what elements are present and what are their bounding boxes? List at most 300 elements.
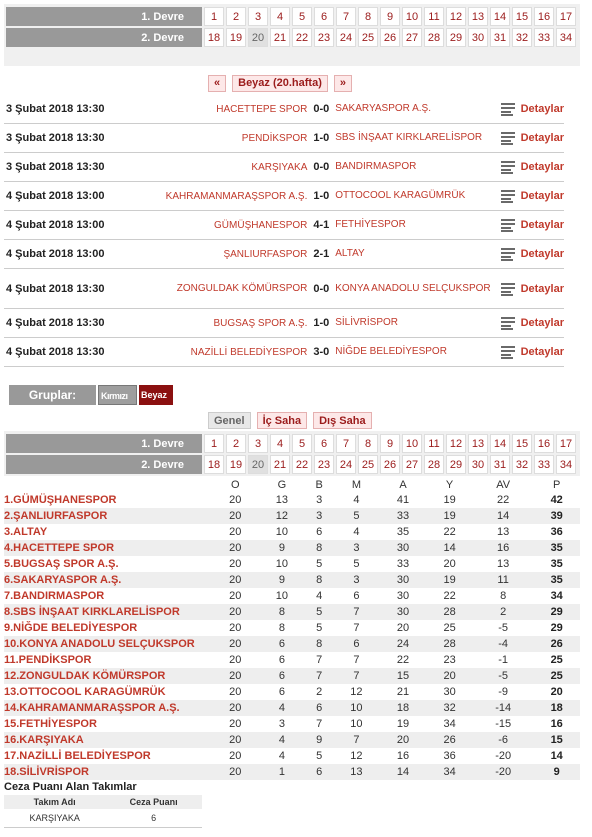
drawn-cell: 5 [316, 558, 323, 570]
played-cell: 20 [212, 764, 259, 780]
away-team-link[interactable]: BANDIRMASPOR [335, 161, 417, 172]
goals-against-cell: 22 [443, 526, 456, 538]
team-name-header: Takım Adı [4, 795, 105, 809]
week-link[interactable]: 33 [534, 28, 554, 47]
lost-cell: 10 [350, 718, 363, 730]
details-label: Detaylar [520, 219, 564, 231]
fixture-score: 0-0 [313, 103, 330, 115]
goals-against-cell: 36 [443, 750, 456, 762]
home-team-link[interactable]: ŞANLIURFASPOR [223, 248, 308, 260]
goal-diff-cell: 16 [473, 540, 534, 556]
away-team-link[interactable]: KONYA ANADOLU SELÇUKSPOR [335, 282, 491, 294]
goals-against-cell: 34 [443, 718, 456, 730]
goals-against-cell: 25 [443, 622, 456, 634]
away-team-link[interactable]: ALTAY [335, 248, 365, 259]
penalty-points-header: Ceza Puanı [105, 795, 202, 809]
week-link[interactable]: 19 [226, 455, 246, 474]
drawn-cell: 6 [305, 764, 333, 780]
week-link[interactable]: 15 [512, 434, 532, 453]
goals-against-cell: 32 [426, 700, 473, 716]
week-link[interactable]: 25 [358, 455, 378, 474]
details-link[interactable] [494, 218, 564, 232]
fixture-date: 4 Şubat 2018 13:30 [6, 282, 105, 295]
fixture-score: 1-0 [313, 132, 330, 144]
team-link[interactable]: 5.BUGSAŞ SPOR A.Ş. [4, 558, 119, 570]
standings-row [4, 492, 580, 508]
goals-for-cell: 24 [380, 636, 427, 652]
week-link[interactable]: 16 [534, 7, 554, 26]
team-link[interactable]: 10.KONYA ANADOLU SELÇUKSPOR [4, 636, 212, 652]
goal-diff-cell: 13 [497, 526, 510, 538]
won-cell: 9 [259, 540, 306, 556]
standings-row [4, 572, 580, 588]
week-link[interactable]: 7 [336, 434, 356, 453]
goals-for-cell: 33 [380, 508, 427, 524]
team-link[interactable]: 13.OTTOCOOL KARAGÜMRÜK [4, 686, 166, 698]
standings-row [4, 700, 580, 716]
week-link[interactable]: 34 [556, 455, 576, 474]
tab-home[interactable]: İç Saha [257, 412, 308, 429]
fixture-date: 4 Şubat 2018 13:30 [6, 346, 105, 358]
points-cell: 9 [533, 764, 580, 780]
drawn-cell: 3 [305, 508, 333, 524]
played-cell: 20 [229, 558, 242, 570]
fixture-date: 4 Şubat 2018 13:00 [6, 190, 105, 202]
standings-row [4, 508, 580, 524]
document-list-icon [501, 218, 518, 232]
away-team-link[interactable]: SİLİVRİSPOR [335, 317, 399, 328]
goals-for-cell: 21 [396, 686, 410, 698]
won-cell: 6 [278, 686, 285, 698]
week-link[interactable]: 5 [292, 7, 312, 26]
second-half-label: 2. Devre [6, 455, 202, 474]
week-link[interactable]: 15 [512, 7, 532, 26]
groups-label: Gruplar: [9, 385, 96, 405]
team-link[interactable]: 4.HACETTEPE SPOR [4, 540, 212, 556]
drawn-cell: 3 [316, 494, 323, 506]
penalty-title: Ceza Puanı Alan Takımlar [4, 781, 137, 793]
won-cell: 6 [278, 654, 285, 666]
group-red-button[interactable]: Kırmızı [98, 385, 137, 405]
week-link[interactable]: 21 [270, 28, 290, 47]
goal-diff-cell: 11 [473, 572, 534, 588]
goal-diff-cell: -14 [473, 700, 534, 716]
details-link[interactable] [494, 282, 564, 296]
week-link[interactable]: 11 [424, 7, 444, 26]
fixture-row [4, 269, 564, 309]
away-team-link[interactable]: NİĞDE BELEDİYESPOR [335, 346, 447, 357]
tab-away[interactable]: Dış Saha [313, 412, 371, 429]
lost-cell: 7 [353, 654, 360, 666]
group-selector [9, 385, 173, 405]
document-list-icon [501, 247, 518, 261]
week-link[interactable]: 28 [424, 455, 444, 474]
away-team-link[interactable]: OTTOCOOL KARAGÜMRÜK [335, 190, 466, 201]
team-link[interactable]: 7.BANDIRMASPOR [4, 590, 105, 602]
won-cell: 4 [259, 732, 306, 748]
standings-row [4, 716, 580, 732]
points-cell: 36 [550, 526, 563, 538]
goals-against-cell: 19 [426, 572, 473, 588]
fixture-score: 4-1 [313, 219, 330, 231]
week-link[interactable]: 26 [380, 28, 400, 47]
team-link[interactable]: 12.ZONGULDAK KÖMÜRSPOR [4, 668, 212, 684]
fixture-score: 0-0 [313, 282, 330, 295]
played-cell: 20 [212, 572, 259, 588]
goals-against-cell: 28 [426, 636, 473, 652]
points-cell: 35 [533, 572, 580, 588]
week-link[interactable]: 12 [446, 434, 466, 453]
goals-against-cell: 19 [443, 494, 456, 506]
week-link[interactable]: 27 [402, 455, 422, 474]
goals-against-cell: 19 [426, 508, 473, 524]
document-list-icon [501, 282, 518, 296]
week-link[interactable]: 30 [468, 455, 488, 474]
goal-diff-cell: 8 [500, 590, 507, 602]
won-cell: 8 [259, 604, 306, 620]
away-team-link[interactable]: FETHİYESPOR [335, 219, 406, 230]
played-header: O [231, 478, 240, 491]
lost-header: M [351, 478, 361, 491]
goals-for-cell: 16 [396, 750, 410, 762]
points-cell: 29 [533, 604, 580, 620]
goals-for-cell: 14 [380, 764, 427, 780]
details-link[interactable] [494, 316, 564, 330]
penalty-table [4, 795, 202, 828]
week-link[interactable]: 14 [490, 7, 510, 26]
team-link[interactable]: 11.PENDİKSPOR [4, 654, 92, 666]
week-link[interactable]: 9 [380, 7, 400, 26]
week-link[interactable]: 14 [490, 434, 510, 453]
goal-diff-cell: -5 [498, 622, 509, 634]
points-cell: 25 [533, 668, 580, 684]
standings-row [4, 684, 580, 700]
won-cell: 8 [278, 622, 285, 634]
details-link[interactable] [494, 131, 564, 145]
standings-header [4, 477, 580, 492]
fixture-row [4, 240, 564, 269]
week-link[interactable]: 4 [270, 7, 290, 26]
group-white-button[interactable]: Beyaz [139, 385, 173, 405]
document-list-icon [501, 345, 518, 359]
fixture-date: 4 Şubat 2018 13:30 [6, 317, 105, 329]
points-cell: 35 [550, 558, 563, 570]
home-team-link[interactable]: HACETTEPE SPOR [216, 103, 308, 115]
fixture-row [4, 182, 564, 211]
standings-row [4, 636, 580, 652]
team-link[interactable]: 14.KAHRAMANMARAŞSPOR A.Ş. [4, 700, 212, 716]
won-cell: 4 [259, 700, 306, 716]
home-team-link[interactable]: GÜMÜŞHANESPOR [214, 219, 308, 231]
won-cell: 4 [278, 750, 285, 762]
week-link[interactable]: 22 [292, 455, 312, 474]
goals-against-cell: 30 [443, 686, 456, 698]
week-link[interactable]: 30 [468, 28, 488, 47]
goal-diff-cell: -4 [473, 636, 534, 652]
details-label: Detaylar [520, 161, 564, 173]
points-header: P [553, 478, 561, 491]
fixture-date: 4 Şubat 2018 13:00 [6, 219, 105, 231]
standings-row [4, 588, 580, 604]
prev-week-button[interactable]: « [208, 75, 226, 92]
played-cell: 20 [212, 508, 259, 524]
lost-cell: 5 [353, 558, 360, 570]
won-cell: 3 [278, 718, 285, 730]
tab-general[interactable]: Genel [208, 412, 251, 429]
fixture-score: 0-0 [313, 161, 330, 173]
details-label: Detaylar [520, 103, 564, 115]
details-link[interactable] [494, 345, 564, 359]
week-link[interactable]: 18 [204, 455, 224, 474]
penalty-points: 6 [105, 809, 202, 827]
week-link[interactable]: 13 [468, 7, 488, 26]
penalty-header [4, 795, 202, 809]
home-team-link[interactable]: NAZİLLİ BELEDİYESPOR [190, 346, 308, 358]
week-link[interactable]: 3 [248, 7, 268, 26]
drawn-cell: 8 [305, 572, 333, 588]
details-label: Detaylar [520, 346, 564, 358]
week-link[interactable]: 23 [314, 28, 334, 47]
week-link[interactable]: 2 [226, 434, 246, 453]
fixture-score: 1-0 [313, 317, 330, 329]
standings-row [4, 652, 580, 668]
won-cell: 6 [259, 668, 306, 684]
drawn-cell: 6 [305, 700, 333, 716]
lost-cell: 13 [333, 764, 380, 780]
won-cell: 6 [259, 636, 306, 652]
drawn-cell: 7 [305, 668, 333, 684]
week-link[interactable]: 21 [270, 455, 290, 474]
drawn-cell: 2 [316, 686, 323, 698]
week-link[interactable]: 1 [204, 434, 224, 453]
week-link-selected[interactable]: 20 [248, 28, 268, 47]
week-link[interactable]: 13 [468, 434, 488, 453]
lost-cell: 7 [353, 622, 360, 634]
drawn-cell: 7 [316, 654, 323, 666]
week-link[interactable]: 12 [446, 7, 466, 26]
fixture-date: 3 Şubat 2018 13:30 [6, 103, 105, 115]
home-team-link[interactable]: PENDİKSPOR [241, 132, 308, 144]
lost-cell: 4 [353, 526, 360, 538]
played-cell: 20 [212, 700, 259, 716]
goal-diff-cell: -20 [495, 750, 512, 762]
details-link[interactable] [494, 247, 564, 261]
won-cell: 10 [275, 558, 289, 570]
fixture-nav [208, 75, 352, 92]
drawn-cell: 8 [305, 636, 333, 652]
played-cell: 20 [212, 636, 259, 652]
drawn-cell: 5 [316, 750, 323, 762]
away-team-link[interactable]: SBS İNŞAAT KIRKLARELİSPOR [335, 132, 483, 143]
week-link[interactable]: 6 [314, 434, 334, 453]
second-half-row [6, 455, 576, 474]
team-link[interactable]: 6.SAKARYASPOR A.Ş. [4, 572, 212, 588]
week-link[interactable]: 25 [358, 28, 378, 47]
team-link[interactable]: 16.KARŞIYAKA [4, 732, 212, 748]
week-link[interactable]: 29 [446, 455, 466, 474]
week-link[interactable]: 8 [358, 7, 378, 26]
team-link[interactable]: 8.SBS İNŞAAT KIRKLARELİSPOR [4, 604, 212, 620]
team-link[interactable]: 3.ALTAY [4, 526, 48, 538]
goals-for-cell: 18 [380, 700, 427, 716]
won-header: G [277, 478, 287, 491]
week-link[interactable]: 19 [226, 28, 246, 47]
goals-against-cell: 34 [426, 764, 473, 780]
week-link[interactable]: 10 [402, 7, 422, 26]
goal-diff-cell: -15 [495, 718, 512, 730]
points-cell: 39 [533, 508, 580, 524]
week-link[interactable]: 11 [424, 434, 444, 453]
goals-for-cell: 20 [396, 622, 410, 634]
second-half-row [6, 28, 576, 47]
standings-row [4, 748, 580, 764]
goals-for-cell: 20 [380, 732, 427, 748]
details-link[interactable] [494, 102, 564, 116]
goals-for-cell: 41 [396, 494, 410, 506]
week-link[interactable]: 33 [534, 455, 554, 474]
week-link[interactable]: 24 [336, 455, 356, 474]
drawn-cell: 9 [305, 732, 333, 748]
drawn-cell: 8 [305, 540, 333, 556]
document-list-icon [501, 131, 518, 145]
week-link[interactable]: 26 [380, 455, 400, 474]
lost-cell: 7 [333, 732, 380, 748]
team-link[interactable]: 1.GÜMÜŞHANESPOR [4, 494, 117, 506]
drawn-cell: 4 [316, 590, 323, 602]
week-link[interactable]: 3 [248, 434, 268, 453]
points-cell: 15 [533, 732, 580, 748]
played-cell: 20 [212, 540, 259, 556]
team-link[interactable]: 9.NİĞDE BELEDİYESPOR [4, 622, 138, 634]
lost-cell: 12 [350, 686, 363, 698]
week-link[interactable]: 24 [336, 28, 356, 47]
week-link[interactable]: 28 [424, 28, 444, 47]
lost-cell: 10 [333, 700, 380, 716]
goals-against-cell: 20 [426, 668, 473, 684]
fixture-row [4, 95, 564, 124]
document-list-icon [501, 316, 518, 330]
fixture-date: 4 Şubat 2018 13:00 [6, 248, 105, 260]
week-link[interactable]: 17 [556, 434, 576, 453]
week-link[interactable]: 32 [512, 28, 532, 47]
lost-cell: 5 [333, 508, 380, 524]
drawn-header: B [315, 478, 323, 491]
fixture-row [4, 124, 564, 153]
played-cell: 20 [229, 494, 242, 506]
week-link[interactable]: 1 [204, 7, 224, 26]
drawn-cell: 7 [316, 718, 323, 730]
fixture-date: 3 Şubat 2018 13:30 [6, 132, 105, 144]
week-link[interactable]: 18 [204, 28, 224, 47]
week-link[interactable]: 31 [490, 455, 510, 474]
played-cell: 20 [212, 732, 259, 748]
team-link[interactable]: 2.ŞANLIURFASPOR [4, 508, 212, 524]
week-link[interactable]: 34 [556, 28, 576, 47]
week-link[interactable]: 27 [402, 28, 422, 47]
points-cell: 34 [550, 590, 563, 602]
week-link[interactable]: 16 [534, 434, 554, 453]
goals-for-cell: 22 [396, 654, 410, 666]
home-team-link[interactable]: BUGSAŞ SPOR A.Ş. [213, 317, 308, 329]
fixture-title: Beyaz (20.hafta) [232, 75, 328, 92]
home-team-link[interactable]: KAHRAMANMARAŞSPOR A.Ş. [165, 190, 308, 202]
standings-row [4, 764, 580, 780]
standings-body [4, 492, 580, 780]
fixture-list [4, 95, 564, 367]
week-link[interactable]: 6 [314, 7, 334, 26]
document-list-icon [501, 102, 518, 116]
week-link-selected[interactable]: 20 [248, 455, 268, 474]
details-link[interactable] [494, 160, 564, 174]
team-link[interactable]: 15.FETHİYESPOR [4, 718, 97, 730]
goals-for-cell: 30 [380, 540, 427, 556]
week-link[interactable]: 2 [226, 7, 246, 26]
week-link[interactable]: 9 [380, 434, 400, 453]
week-link[interactable]: 29 [446, 28, 466, 47]
week-link[interactable]: 32 [512, 455, 532, 474]
standings-row [4, 620, 580, 636]
week-link[interactable]: 17 [556, 7, 576, 26]
next-week-button[interactable]: » [334, 75, 352, 92]
week-link[interactable]: 31 [490, 28, 510, 47]
played-cell: 20 [212, 668, 259, 684]
goals-against-cell: 23 [443, 654, 456, 666]
played-cell: 20 [229, 526, 242, 538]
goals-for-cell: 15 [380, 668, 427, 684]
week-link[interactable]: 10 [402, 434, 422, 453]
second-half-label: 2. Devre [6, 28, 202, 47]
fixture-score: 2-1 [313, 248, 330, 260]
document-list-icon [501, 160, 518, 174]
lost-cell: 3 [333, 540, 380, 556]
fixture-score: 3-0 [313, 346, 330, 358]
goals-for-cell: 30 [396, 590, 410, 602]
goal-diff-cell: 22 [497, 494, 510, 506]
standings-row [4, 556, 580, 572]
drawn-cell: 5 [316, 622, 323, 634]
points-cell: 42 [550, 494, 563, 506]
details-link[interactable] [494, 189, 564, 203]
goals-against-cell: 26 [426, 732, 473, 748]
week-link[interactable]: 22 [292, 28, 312, 47]
week-link[interactable]: 5 [292, 434, 312, 453]
details-label: Detaylar [520, 317, 564, 329]
goal-diff-cell: -5 [473, 668, 534, 684]
standings-row [4, 540, 580, 556]
won-cell: 12 [259, 508, 306, 524]
week-link[interactable]: 7 [336, 7, 356, 26]
team-link[interactable]: 17.NAZİLLİ BELEDİYESPOR [4, 750, 151, 762]
week-link[interactable]: 23 [314, 455, 334, 474]
goals-for-header: A [399, 478, 407, 491]
drawn-cell: 6 [316, 526, 323, 538]
goal-diff-cell: -20 [473, 764, 534, 780]
goal-diff-cell: 2 [473, 604, 534, 620]
away-team-link[interactable]: SAKARYASPOR A.Ş. [335, 103, 431, 114]
team-column-header [4, 477, 212, 492]
home-team-link[interactable]: KARŞIYAKA [251, 161, 308, 173]
week-link[interactable]: 8 [358, 434, 378, 453]
goal-diff-cell: -9 [498, 686, 509, 698]
home-team-link[interactable]: ZONGULDAK KÖMÜRSPOR [176, 283, 308, 294]
team-link[interactable]: 18.SİLİVRİSPOR [4, 764, 212, 780]
played-cell: 20 [229, 590, 242, 602]
goals-against-cell: 28 [426, 604, 473, 620]
week-link[interactable]: 4 [270, 434, 290, 453]
drawn-cell: 5 [305, 604, 333, 620]
lost-cell: 7 [333, 604, 380, 620]
fixture-date: 3 Şubat 2018 13:30 [6, 161, 105, 173]
